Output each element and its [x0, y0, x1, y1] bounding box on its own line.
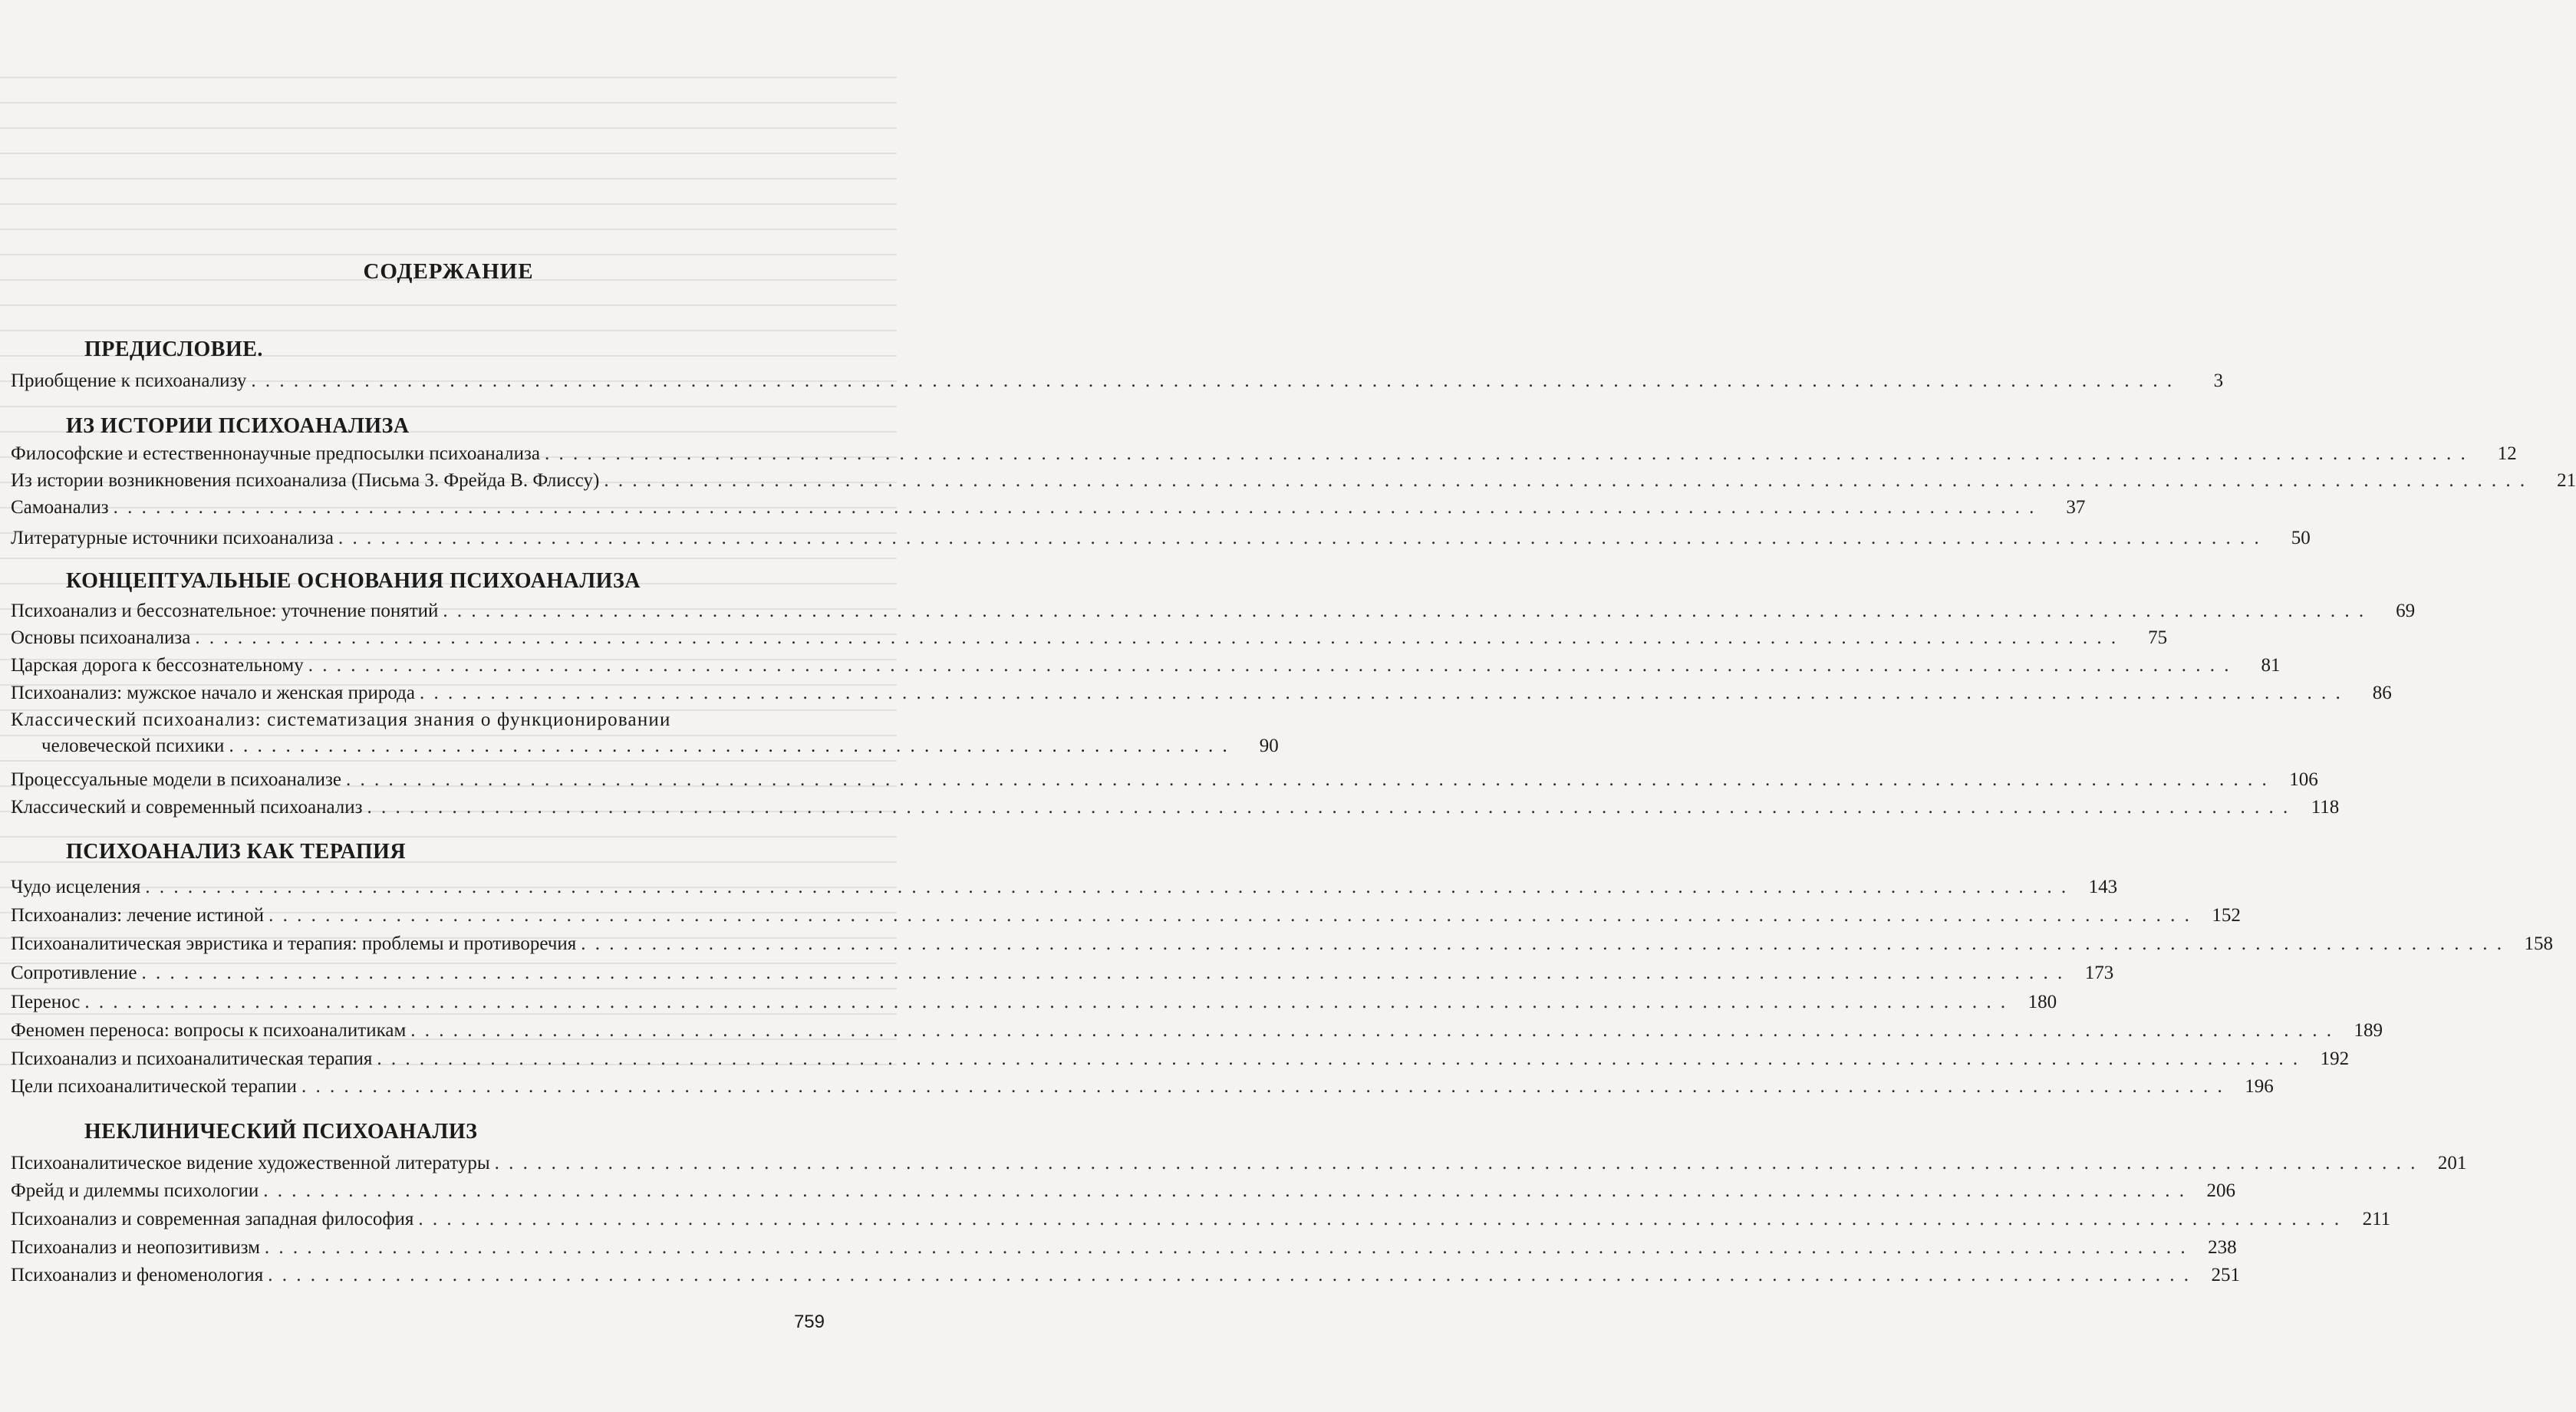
dot-leader [268, 1262, 2191, 1289]
toc-entry[interactable] [11, 1018, 2383, 1044]
dot-leader [346, 767, 2269, 793]
toc-entry-title: Психоанализ и бессознательное: уточнение понятий [11, 601, 439, 621]
toc-entry-title: Основы психоанализа [11, 627, 191, 648]
toc-entry-page: 12 [2497, 443, 2517, 464]
toc-entry-title: Психоаналитическое видение художественной литературы [11, 1153, 490, 1173]
toc-entry-page: 189 [2354, 1020, 2383, 1041]
dot-leader [145, 874, 2068, 900]
section-heading-nonclinical: НЕКЛИНИЧЕСКИЙ ПСИХОАНАЛИЗ [84, 1120, 478, 1144]
toc-entry-page: 3 [2213, 370, 2224, 391]
toc-entry[interactable] [11, 1206, 2391, 1233]
dot-leader [410, 1018, 2334, 1044]
toc-entry[interactable] [11, 468, 2576, 494]
toc-entry-title: Классический психоанализ: систематизация знания о функционировании [11, 709, 671, 730]
toc-entry-title-continuation: человеческой психики [41, 736, 225, 756]
toc-entry[interactable] [11, 680, 2392, 706]
toc-entry-title: Литературные источники психоанализа [11, 528, 334, 548]
dot-leader [84, 989, 2008, 1015]
toc-entry-title: Из истории возникновения психоанализа (Письма З. Фрейда В. Флиссу) [11, 470, 600, 491]
toc-entry[interactable] [11, 1074, 2274, 1100]
toc-entry-page: 152 [2212, 905, 2241, 926]
toc-entry-title: Перенос [11, 992, 81, 1012]
toc-entry[interactable] [11, 960, 2114, 986]
toc-entry-page: 180 [2028, 992, 2057, 1012]
toc-entry[interactable] [11, 653, 2281, 679]
section-heading-conceptual: КОНЦЕПТУАЛЬНЫЕ ОСНОВАНИЯ ПСИХОАНАЛИЗА [66, 569, 641, 593]
toc-entry[interactable] [11, 903, 2241, 929]
toc-entry-page: 118 [2311, 797, 2340, 818]
dot-leader [195, 625, 2118, 651]
page-number: 759 [793, 1312, 825, 1332]
section-heading-history: ИЗ ИСТОРИИ ПСИХОАНАЛИЗА [66, 414, 410, 438]
toc-entry-title: Психоанализ: мужское начало и женская природа [11, 683, 415, 703]
toc-entry[interactable] [11, 989, 2057, 1015]
toc-entry[interactable] [11, 767, 2318, 793]
toc-entry-title: Психоанализ и психоаналитическая терапия [11, 1048, 373, 1069]
toc-entry-page: 90 [1259, 736, 1279, 756]
toc-entry-title: Психоанализ и неопозитивизм [11, 1237, 260, 1258]
toc-entry-page: 37 [2066, 497, 2086, 518]
toc-entry[interactable] [11, 1046, 2350, 1072]
toc-entry-page: 158 [2524, 933, 2554, 954]
toc-entry-title: Цели психоаналитической терапии [11, 1076, 297, 1097]
page-title: СОДЕРЖАНИЕ [363, 259, 534, 284]
toc-entry-title: Психоанализ и современная западная философия [11, 1209, 414, 1229]
toc-entry-title: Приобщение к психоанализу [11, 370, 247, 391]
toc-entry-title: Самоанализ [11, 497, 109, 518]
toc-entry-page: 75 [2148, 627, 2168, 648]
dot-leader [604, 468, 2527, 494]
toc-entry-title: Философские и естественнонаучные предпосылки психоанализа [11, 443, 540, 464]
toc-entry-title: Фрейд и дилеммы психологии [11, 1180, 259, 1201]
dot-leader [114, 495, 2037, 521]
toc-entry-page: 81 [2261, 655, 2281, 676]
dot-leader [495, 1150, 2418, 1177]
toc-entry-page: 251 [2211, 1265, 2240, 1285]
toc-entry-title: Процессуальные модели в психоанализе [11, 769, 341, 790]
dot-leader [545, 441, 2468, 467]
toc-entry-title: Феномен переноса: вопросы к психоаналитикам [11, 1020, 407, 1041]
toc-entry-page: 211 [2362, 1209, 2391, 1229]
toc-entry[interactable] [11, 931, 2554, 957]
toc-entry-page: 173 [2084, 963, 2114, 983]
toc-entry[interactable] [11, 1178, 2235, 1204]
dot-leader [338, 525, 2261, 551]
toc-entry-page: 106 [2289, 769, 2318, 790]
toc-entry[interactable] [11, 495, 2086, 521]
dot-leader [367, 795, 2291, 821]
dot-leader [263, 1178, 2186, 1204]
dot-leader [377, 1046, 2300, 1072]
toc-entry[interactable] [11, 525, 2311, 551]
toc-entry-title: Психоаналитическая эвристика и терапия: проблемы и противоречия [11, 933, 577, 954]
dot-leader [443, 598, 2366, 624]
toc-entry-title: Царская дорога к бессознательному [11, 655, 304, 676]
toc-entry[interactable] [11, 874, 2118, 900]
toc-entry[interactable] [11, 795, 2340, 821]
section-heading-preface: ПРЕДИСЛОВИЕ. [84, 337, 263, 361]
dot-leader [251, 368, 2174, 394]
toc-entry-page: 238 [2208, 1237, 2237, 1258]
toc-entry-page: 201 [2437, 1153, 2467, 1173]
toc-entry-page: 50 [2291, 528, 2311, 548]
toc-entry-page: 192 [2320, 1048, 2350, 1069]
toc-entry[interactable] [11, 625, 2168, 651]
toc-entry[interactable] [11, 441, 2517, 467]
dot-leader [268, 903, 2192, 929]
toc-entry[interactable] [11, 598, 2416, 624]
toc-entry[interactable] [11, 1262, 2240, 1289]
toc-entry-page: 86 [2372, 683, 2392, 703]
toc-entry-title: Сопротивление [11, 963, 137, 983]
toc-entry-title: Классический и современный психоанализ [11, 797, 363, 818]
toc-entry-page: 143 [2088, 877, 2118, 897]
section-heading-therapy: ПСИХОАНАЛИЗ КАК ТЕРАПИЯ [66, 840, 407, 864]
dot-leader: . . . . . . . . . . . . . . . . . . . . . . . . . . . . . . . . . . . . . . . . . . . . . . . . . . . . . . . . . . . . . . . . . . . . . . . [229, 736, 1230, 756]
dot-leader [265, 1235, 2188, 1261]
dot-leader [308, 653, 2232, 679]
toc-entry-title: Психоанализ: лечение истиной [11, 905, 265, 926]
toc-entry[interactable] [11, 368, 2224, 394]
dot-leader [418, 1206, 2341, 1233]
toc-entry[interactable] [11, 1235, 2237, 1261]
toc-entry[interactable] [11, 1150, 2467, 1177]
toc-entry-page: 21 [2557, 470, 2576, 491]
dot-leader [581, 931, 2504, 957]
toc-entry-page: 196 [2245, 1076, 2274, 1097]
dot-leader [420, 680, 2343, 706]
toc-entry-title: Чудо исцеления [11, 877, 141, 897]
toc-entry-page: 69 [2396, 601, 2416, 621]
toc-entry-page: 206 [2206, 1180, 2235, 1201]
toc-entry-title: Психоанализ и феноменология [11, 1265, 264, 1285]
toc-entry[interactable] [11, 707, 1279, 759]
dot-leader [141, 960, 2064, 986]
dot-leader [301, 1074, 2225, 1100]
